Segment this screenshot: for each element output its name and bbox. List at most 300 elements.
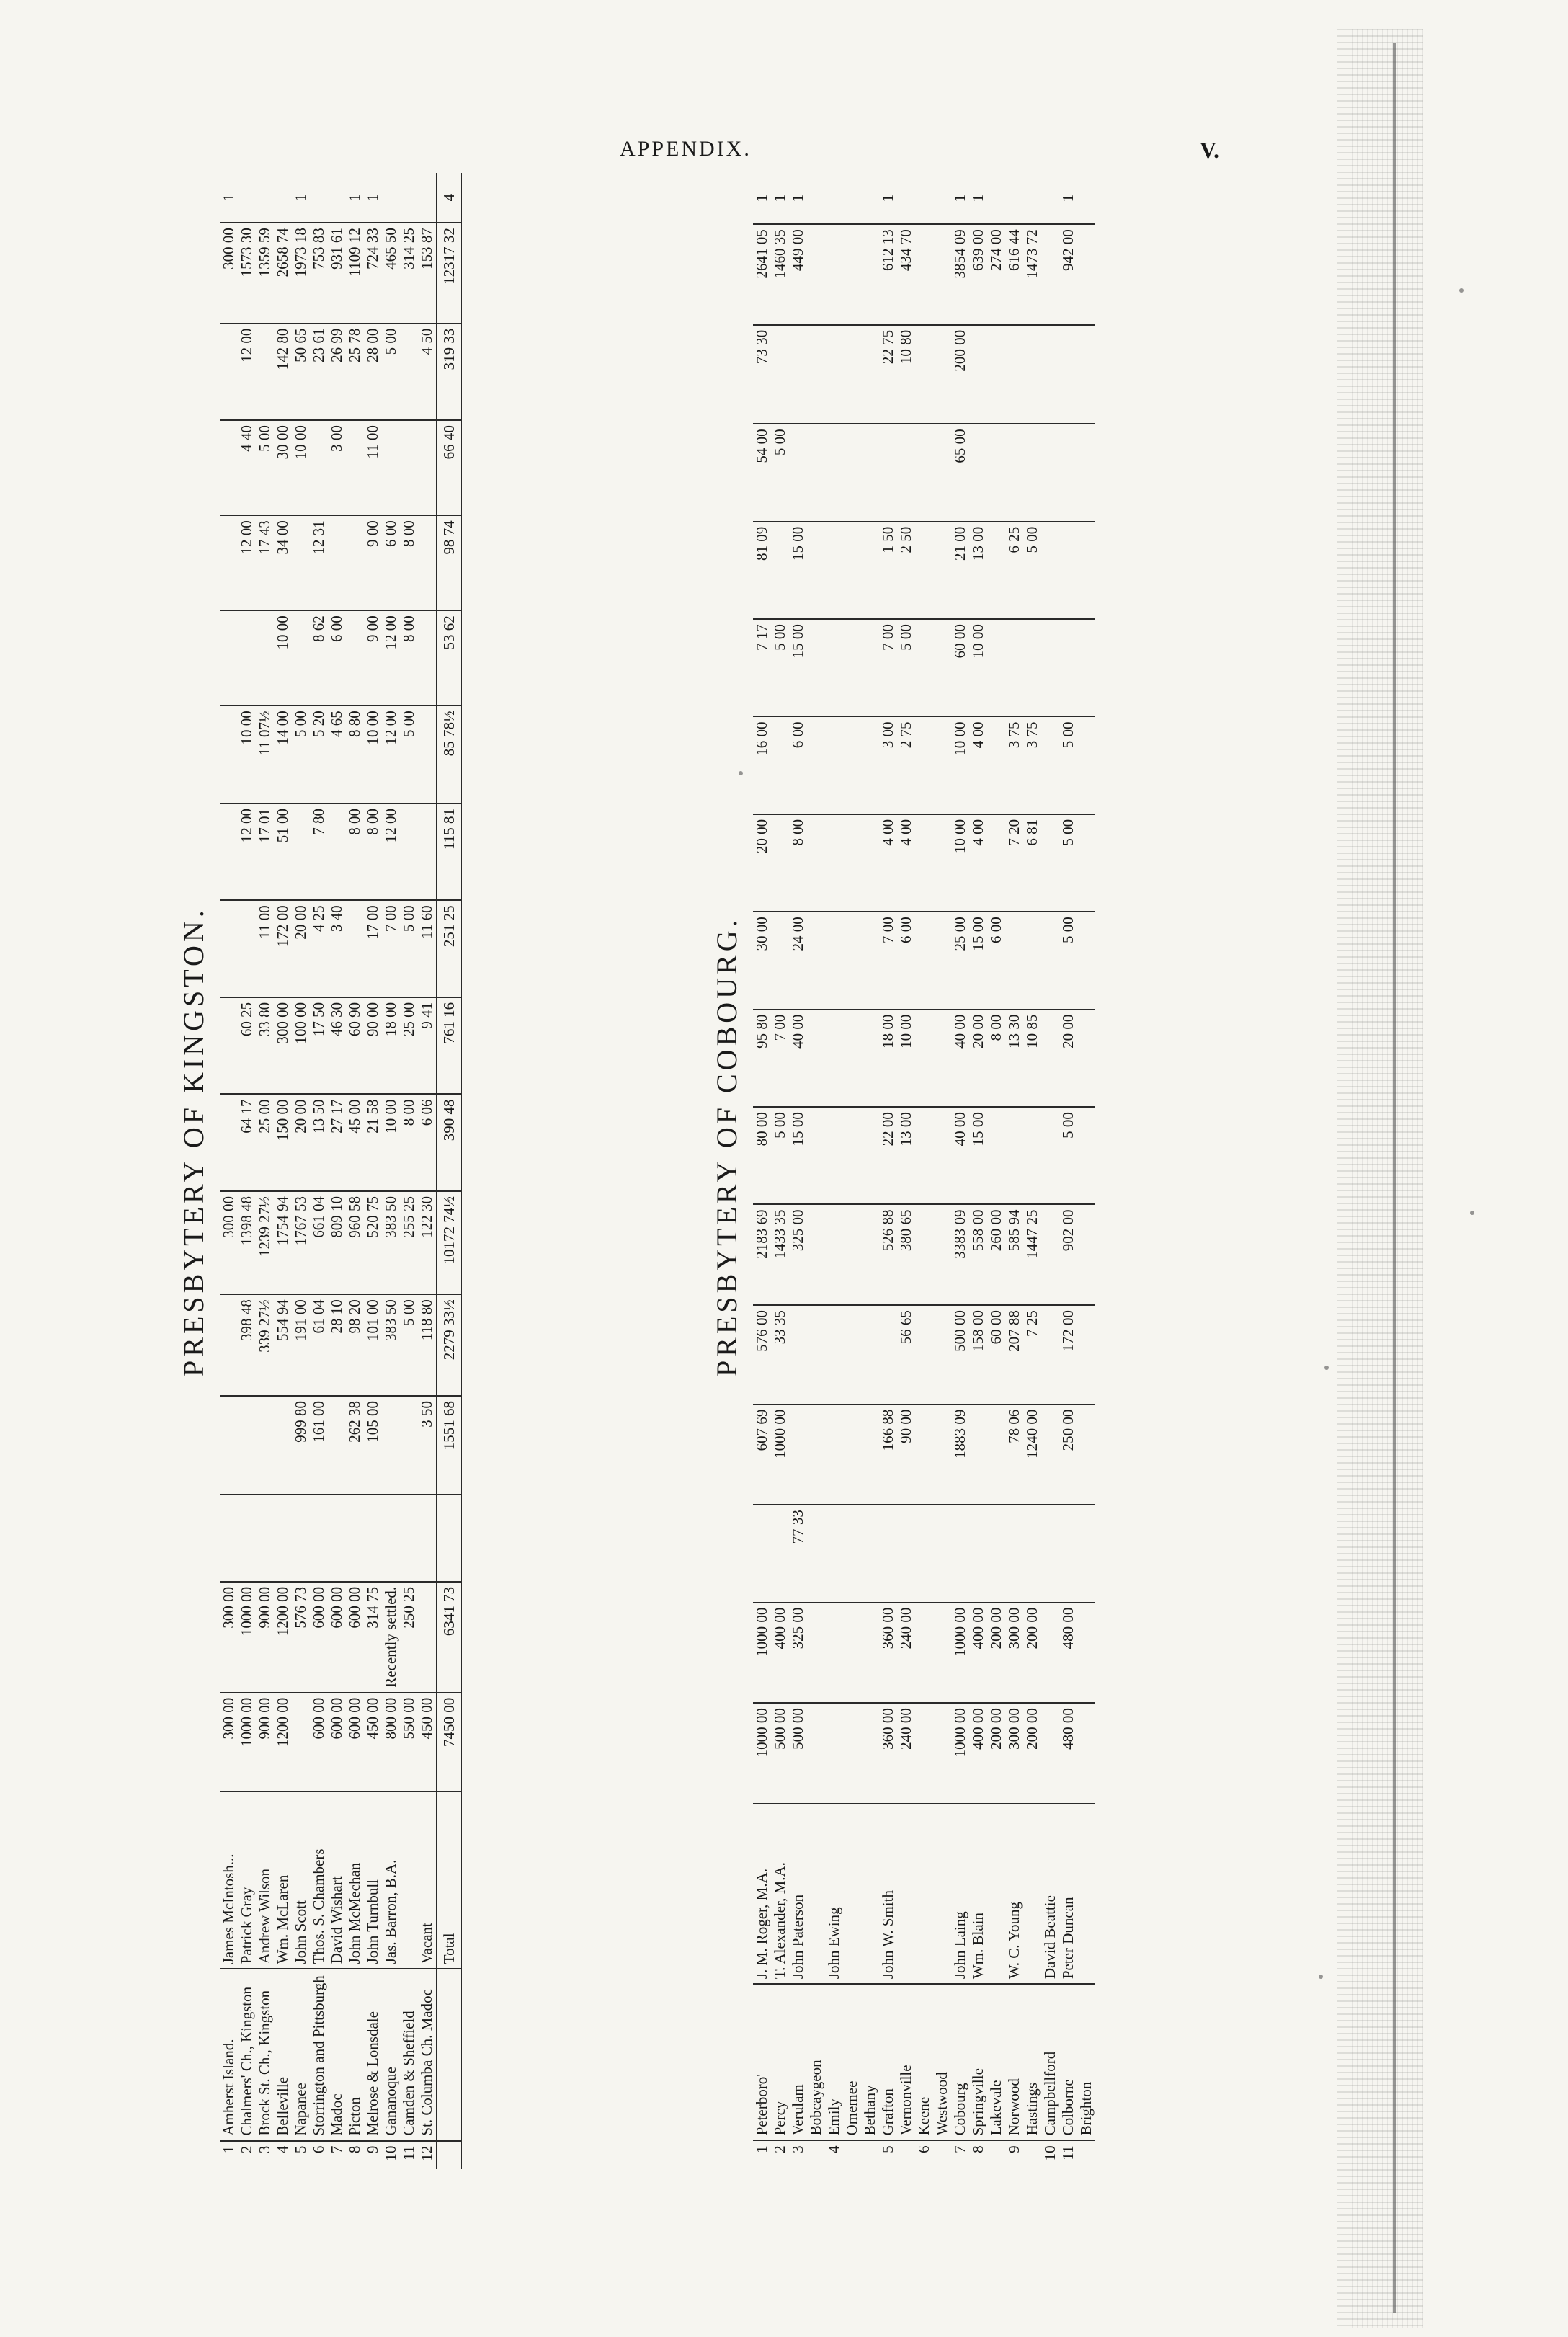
amount-cell: 11 00: [256, 900, 274, 997]
amount-cell: 10 00: [951, 814, 969, 912]
amount-cell: 60 25: [238, 997, 256, 1095]
amount-cell: [933, 1603, 951, 1704]
count-cell: 1: [771, 173, 789, 224]
amount-cell: [915, 1703, 933, 1804]
amount-cell: [933, 1703, 951, 1804]
amount-cell: [825, 1703, 843, 1804]
amount-cell: 13 30: [1005, 1010, 1023, 1107]
count-cell: 1: [789, 173, 807, 224]
row-number: 3: [256, 2145, 273, 2154]
minister-cell: [1077, 1804, 1095, 1984]
amount-cell: [1077, 1204, 1095, 1305]
amount-cell: 22 00: [879, 1107, 897, 1204]
amount-cell: 20 00: [292, 1094, 310, 1191]
amount-cell: [843, 1405, 861, 1505]
amount-cell: [843, 717, 861, 814]
amount-cell: [400, 324, 418, 421]
amount-cell: 576 73: [292, 1582, 310, 1693]
amount-cell: 45 00: [346, 1094, 364, 1191]
amount-cell: [1005, 325, 1023, 424]
amount-cell: [328, 1396, 346, 1495]
amount-cell: 325 00: [789, 1204, 807, 1305]
amount-cell: 14 00: [274, 705, 292, 804]
table-row: [843, 173, 861, 2169]
table-row: [364, 173, 382, 2169]
table-row: [753, 173, 771, 2169]
amount-cell: 150 00: [274, 1094, 292, 1191]
congregation-cell: Peterboro': [753, 1984, 771, 2140]
amount-cell: 8 00: [400, 610, 418, 705]
minister-cell: T. Alexander, M.A.: [771, 1804, 789, 1984]
total-amount-cell: 6341 73: [437, 1582, 463, 1693]
amount-cell: [382, 420, 400, 515]
total-amount-cell: 319 33: [437, 324, 463, 421]
amount-cell: 558 00: [969, 1204, 987, 1305]
amount-cell: [843, 224, 861, 325]
amount-cell: 172 00: [274, 900, 292, 997]
amount-cell: 8 00: [400, 1094, 418, 1191]
amount-cell: 11 07½: [256, 705, 274, 804]
amount-cell: [897, 424, 915, 521]
amount-cell: [328, 1495, 346, 1582]
row-number: 8: [346, 2145, 363, 2154]
amount-cell: [238, 1396, 256, 1495]
amount-cell: 56 65: [897, 1305, 915, 1405]
amount-cell: 600 00: [310, 1582, 328, 1693]
amount-cell: 3383 09: [951, 1204, 969, 1305]
amount-cell: 250 25: [400, 1582, 418, 1693]
total-amount-cell: 390 48: [437, 1094, 463, 1191]
total-amount-cell: 115 81: [437, 804, 463, 900]
amount-cell: 960 58: [346, 1191, 364, 1294]
amount-cell: [933, 1204, 951, 1305]
total-amount-cell: 761 16: [437, 997, 463, 1095]
amount-cell: 1767 53: [292, 1191, 310, 1294]
congregation-cell: Verulam: [789, 1984, 807, 2140]
amount-cell: 5 00: [1059, 1107, 1077, 1204]
amount-cell: 50 65: [292, 324, 310, 421]
amount-cell: [346, 610, 364, 705]
amount-cell: 20 00: [292, 900, 310, 997]
row-number: 6: [915, 2145, 932, 2153]
amount-cell: 639 00: [969, 224, 987, 325]
row-number: 2: [238, 2145, 255, 2154]
cobourg-section-title: PRESBYTERY OF COBOURG.: [710, 916, 743, 1376]
amount-cell: 81 09: [753, 522, 771, 619]
amount-cell: 1000 00: [753, 1603, 771, 1704]
amount-cell: 300 00: [1005, 1603, 1023, 1704]
amount-cell: [346, 515, 364, 610]
amount-cell: 1460 35: [771, 224, 789, 325]
amount-cell: [987, 1405, 1005, 1505]
amount-cell: 1 50: [879, 522, 897, 619]
minister-cell: [987, 1804, 1005, 1984]
table-row: [274, 173, 292, 2169]
amount-cell: 10 00: [364, 705, 382, 804]
amount-cell: [861, 1405, 879, 1505]
amount-cell: [933, 1505, 951, 1602]
amount-cell: 398 48: [238, 1294, 256, 1396]
amount-cell: [825, 1107, 843, 1204]
minister-cell: John Scott: [292, 1791, 310, 1969]
amount-cell: [418, 610, 437, 705]
amount-cell: 6 81: [1023, 814, 1041, 912]
table-row: [933, 173, 951, 2169]
amount-cell: 25 78: [346, 324, 364, 421]
amount-cell: 23 61: [310, 324, 328, 421]
amount-cell: [346, 420, 364, 515]
minister-cell: Wm. Blain: [969, 1804, 987, 1984]
amount-cell: 274 00: [987, 224, 1005, 325]
amount-cell: 360 00: [879, 1603, 897, 1704]
amount-cell: [789, 325, 807, 424]
congregation-cell: Melrose & Lonsdale: [364, 1969, 382, 2140]
amount-cell: 7 00: [879, 912, 897, 1009]
amount-cell: 600 00: [346, 1582, 364, 1693]
amount-cell: 12 00: [238, 804, 256, 900]
amount-cell: 54 00: [753, 424, 771, 521]
amount-cell: 2 50: [897, 522, 915, 619]
amount-cell: [1041, 1703, 1059, 1804]
amount-cell: 8 00: [789, 814, 807, 912]
amount-cell: [1041, 1107, 1059, 1204]
congregation-cell: Hastings: [1023, 1984, 1041, 2140]
amount-cell: [400, 1396, 418, 1495]
amount-cell: 1883 09: [951, 1405, 969, 1505]
amount-cell: 78 06: [1005, 1405, 1023, 1505]
amount-cell: 26 99: [328, 324, 346, 421]
amount-cell: 550 00: [400, 1693, 418, 1791]
amount-cell: [753, 1505, 771, 1602]
amount-cell: [1005, 912, 1023, 1009]
amount-cell: [1077, 1107, 1095, 1204]
amount-cell: 250 00: [1059, 1405, 1077, 1505]
amount-cell: [987, 717, 1005, 814]
kingston-table: [220, 173, 463, 2169]
count-cell: 1: [753, 173, 771, 224]
row-number: 7: [951, 2145, 968, 2153]
table-row: [328, 173, 346, 2169]
amount-cell: 931 61: [328, 223, 346, 324]
amount-cell: [879, 1505, 897, 1602]
amount-cell: 2 75: [897, 717, 915, 814]
amount-cell: 6 00: [897, 912, 915, 1009]
amount-cell: 900 00: [256, 1693, 274, 1791]
minister-cell: David Wishart: [328, 1791, 346, 1969]
scan-edge-line: [1393, 43, 1396, 2313]
amount-cell: 12 00: [238, 324, 256, 421]
congregation-cell: Cobourg: [951, 1984, 969, 2140]
amount-cell: 10 00: [382, 1094, 400, 1191]
amount-cell: [1005, 424, 1023, 521]
count-cell: 1: [220, 173, 238, 223]
row-number: 5: [292, 2145, 309, 2154]
amount-cell: [825, 912, 843, 1009]
amount-cell: 5 00: [1023, 522, 1041, 619]
row-number: [1077, 2140, 1095, 2169]
table-row: [951, 173, 969, 2169]
amount-cell: [861, 912, 879, 1009]
amount-cell: [915, 619, 933, 716]
amount-cell: [843, 912, 861, 1009]
row-number: [861, 2140, 879, 2169]
amount-cell: [807, 1010, 825, 1107]
count-cell: [1041, 173, 1059, 224]
total-count-cell: 4: [437, 173, 463, 223]
table-row: [310, 173, 328, 2169]
amount-cell: 5 00: [292, 705, 310, 804]
amount-cell: 4 00: [897, 814, 915, 912]
amount-cell: 60 00: [987, 1305, 1005, 1405]
table-row: [987, 173, 1005, 2169]
amount-cell: 24 00: [789, 912, 807, 1009]
congregation-cell: Madoc: [328, 1969, 346, 2140]
amount-cell: 12 00: [382, 610, 400, 705]
amount-cell: 10 00: [969, 619, 987, 716]
amount-cell: [807, 522, 825, 619]
amount-cell: 5 00: [1059, 717, 1077, 814]
minister-cell: Andrew Wilson: [256, 1791, 274, 1969]
row-number: 8: [969, 2145, 986, 2153]
table-row: [897, 173, 915, 2169]
amount-cell: [418, 515, 437, 610]
row-number: [807, 2140, 825, 2169]
table-row: [879, 173, 897, 2169]
amount-cell: 207 88: [1005, 1305, 1023, 1405]
amount-cell: [933, 619, 951, 716]
count-cell: 1: [1059, 173, 1077, 224]
congregation-cell: Vernonville: [897, 1984, 915, 2140]
amount-cell: 262 38: [346, 1396, 364, 1495]
minister-cell: Thos. S. Chambers: [310, 1791, 328, 1969]
amount-cell: [915, 1010, 933, 1107]
amount-cell: [807, 1505, 825, 1602]
table-row: [969, 173, 987, 2169]
amount-cell: [915, 912, 933, 1009]
amount-cell: [771, 522, 789, 619]
table-row: [1059, 173, 1077, 2169]
total-amount-cell: [437, 1495, 463, 1582]
amount-cell: [933, 912, 951, 1009]
amount-cell: 449 00: [789, 224, 807, 325]
amount-cell: [1077, 1305, 1095, 1405]
amount-cell: [1077, 1505, 1095, 1602]
count-cell: [418, 173, 437, 223]
amount-cell: [1041, 1010, 1059, 1107]
amount-cell: 600 00: [328, 1693, 346, 1791]
amount-cell: 526 88: [879, 1204, 897, 1305]
table-row: [220, 173, 238, 2169]
row-number: [437, 2141, 463, 2169]
amount-cell: [843, 522, 861, 619]
amount-cell: [328, 515, 346, 610]
amount-cell: 434 70: [897, 224, 915, 325]
amount-cell: [843, 1204, 861, 1305]
amount-cell: 9 41: [418, 997, 437, 1095]
amount-cell: 360 00: [879, 1703, 897, 1804]
amount-cell: 300 00: [274, 997, 292, 1095]
count-cell: [897, 173, 915, 224]
amount-cell: 11 60: [418, 900, 437, 997]
minister-cell: [933, 1804, 951, 1984]
amount-cell: 8 00: [400, 515, 418, 610]
amount-cell: [915, 1107, 933, 1204]
amount-cell: 5 00: [256, 420, 274, 515]
amount-cell: [987, 424, 1005, 521]
amount-cell: 400 00: [969, 1703, 987, 1804]
amount-cell: 13 00: [897, 1107, 915, 1204]
amount-cell: 15 00: [789, 1107, 807, 1204]
amount-cell: [220, 420, 238, 515]
congregation-cell: Westwood: [933, 1984, 951, 2140]
amount-cell: [825, 1204, 843, 1305]
minister-cell: [400, 1791, 418, 1969]
amount-cell: 383 50: [382, 1191, 400, 1294]
congregation-cell: Camden & Sheffield: [400, 1969, 418, 2140]
amount-cell: [807, 424, 825, 521]
amount-cell: 900 00: [256, 1582, 274, 1693]
amount-cell: [825, 1405, 843, 1505]
amount-cell: [825, 1010, 843, 1107]
amount-cell: 20 00: [1059, 1010, 1077, 1107]
amount-cell: 100 00: [292, 997, 310, 1095]
amount-cell: 4 25: [310, 900, 328, 997]
amount-cell: 5 00: [400, 705, 418, 804]
amount-cell: 1000 00: [951, 1703, 969, 1804]
amount-cell: [951, 1505, 969, 1602]
amount-cell: [220, 610, 238, 705]
amount-cell: [825, 814, 843, 912]
kingston-section-title: PRESBYTERY OF KINGSTON.: [177, 907, 210, 1376]
amount-cell: [220, 997, 238, 1095]
congregation-cell: Keene: [915, 1984, 933, 2140]
amount-cell: 5 00: [400, 1294, 418, 1396]
amount-cell: 1000 00: [771, 1405, 789, 1505]
amount-cell: [987, 1107, 1005, 1204]
amount-cell: [897, 1505, 915, 1602]
amount-cell: 1000 00: [238, 1693, 256, 1791]
amount-cell: 1240 00: [1023, 1405, 1041, 1505]
amount-cell: [861, 1204, 879, 1305]
amount-cell: [292, 804, 310, 900]
amount-cell: [1041, 1405, 1059, 1505]
amount-cell: 25 00: [256, 1094, 274, 1191]
count-cell: 1: [346, 173, 364, 223]
amount-cell: [771, 1505, 789, 1602]
amount-cell: 20 00: [969, 1010, 987, 1107]
amount-cell: [1041, 1204, 1059, 1305]
amount-cell: [1077, 325, 1095, 424]
amount-cell: 10 00: [951, 717, 969, 814]
amount-cell: [915, 1603, 933, 1704]
amount-cell: [807, 912, 825, 1009]
amount-cell: [933, 424, 951, 521]
amount-cell: [400, 804, 418, 900]
amount-cell: 40 00: [951, 1107, 969, 1204]
table-row: [382, 173, 400, 2169]
amount-cell: 17 50: [310, 997, 328, 1095]
amount-cell: 240 00: [897, 1603, 915, 1704]
amount-cell: [418, 705, 437, 804]
amount-cell: 16 00: [753, 717, 771, 814]
amount-cell: [969, 424, 987, 521]
amount-cell: 8 00: [364, 804, 382, 900]
amount-cell: [807, 1305, 825, 1405]
amount-cell: 101 00: [364, 1294, 382, 1396]
amount-cell: 6 00: [987, 912, 1005, 1009]
amount-cell: [861, 1305, 879, 1405]
amount-cell: 6 00: [328, 610, 346, 705]
amount-cell: [933, 1405, 951, 1505]
amount-cell: [915, 1505, 933, 1602]
amount-cell: 90 00: [897, 1405, 915, 1505]
table-row: [346, 173, 364, 2169]
amount-cell: [915, 325, 933, 424]
count-cell: [807, 173, 825, 224]
amount-cell: 5 00: [1059, 814, 1077, 912]
scan-speck: [1324, 1366, 1329, 1370]
amount-cell: [328, 804, 346, 900]
amount-cell: 60 00: [951, 619, 969, 716]
amount-cell: 64 17: [238, 1094, 256, 1191]
amount-cell: [861, 1703, 879, 1804]
amount-cell: [843, 1010, 861, 1107]
amount-cell: 15 00: [789, 522, 807, 619]
amount-cell: [292, 1495, 310, 1582]
row-number: 1: [220, 2145, 237, 2154]
amount-cell: 1973 18: [292, 223, 310, 324]
amount-cell: [238, 900, 256, 997]
congregation-cell: [437, 1969, 463, 2140]
amount-cell: [1059, 424, 1077, 521]
amount-cell: [789, 1405, 807, 1505]
minister-cell: J. M. Roger, M.A.: [753, 1804, 771, 1984]
amount-cell: [933, 717, 951, 814]
amount-cell: 999 80: [292, 1396, 310, 1495]
amount-cell: [825, 1305, 843, 1405]
amount-cell: 2641 05: [753, 224, 771, 325]
amount-cell: 10 80: [897, 325, 915, 424]
minister-cell: Patrick Gray: [238, 1791, 256, 1969]
amount-cell: 255 25: [400, 1191, 418, 1294]
amount-cell: [969, 325, 987, 424]
row-number: 12: [418, 2145, 435, 2161]
amount-cell: [1059, 619, 1077, 716]
amount-cell: [933, 522, 951, 619]
rotated-table-block: [177, 173, 1214, 2169]
amount-cell: 18 00: [382, 997, 400, 1095]
amount-cell: [1041, 619, 1059, 716]
amount-cell: 15 00: [789, 619, 807, 716]
amount-cell: [256, 1495, 274, 1582]
amount-cell: 6 06: [418, 1094, 437, 1191]
scan-edge-noise: [1337, 29, 1423, 2328]
amount-cell: 13 00: [969, 522, 987, 619]
amount-cell: 1433 35: [771, 1204, 789, 1305]
amount-cell: 22 75: [879, 325, 897, 424]
amount-cell: [933, 325, 951, 424]
amount-cell: 339 27½: [256, 1294, 274, 1396]
table-row: [418, 173, 437, 2169]
amount-cell: 3854 09: [951, 224, 969, 325]
amount-cell: [915, 1305, 933, 1405]
count-cell: 1: [969, 173, 987, 224]
amount-cell: 1000 00: [238, 1582, 256, 1693]
congregation-cell: Storrington and Pittsburgh: [310, 1969, 328, 2140]
amount-cell: 40 00: [951, 1010, 969, 1107]
amount-cell: [1077, 1703, 1095, 1804]
amount-cell: 30 00: [274, 420, 292, 515]
